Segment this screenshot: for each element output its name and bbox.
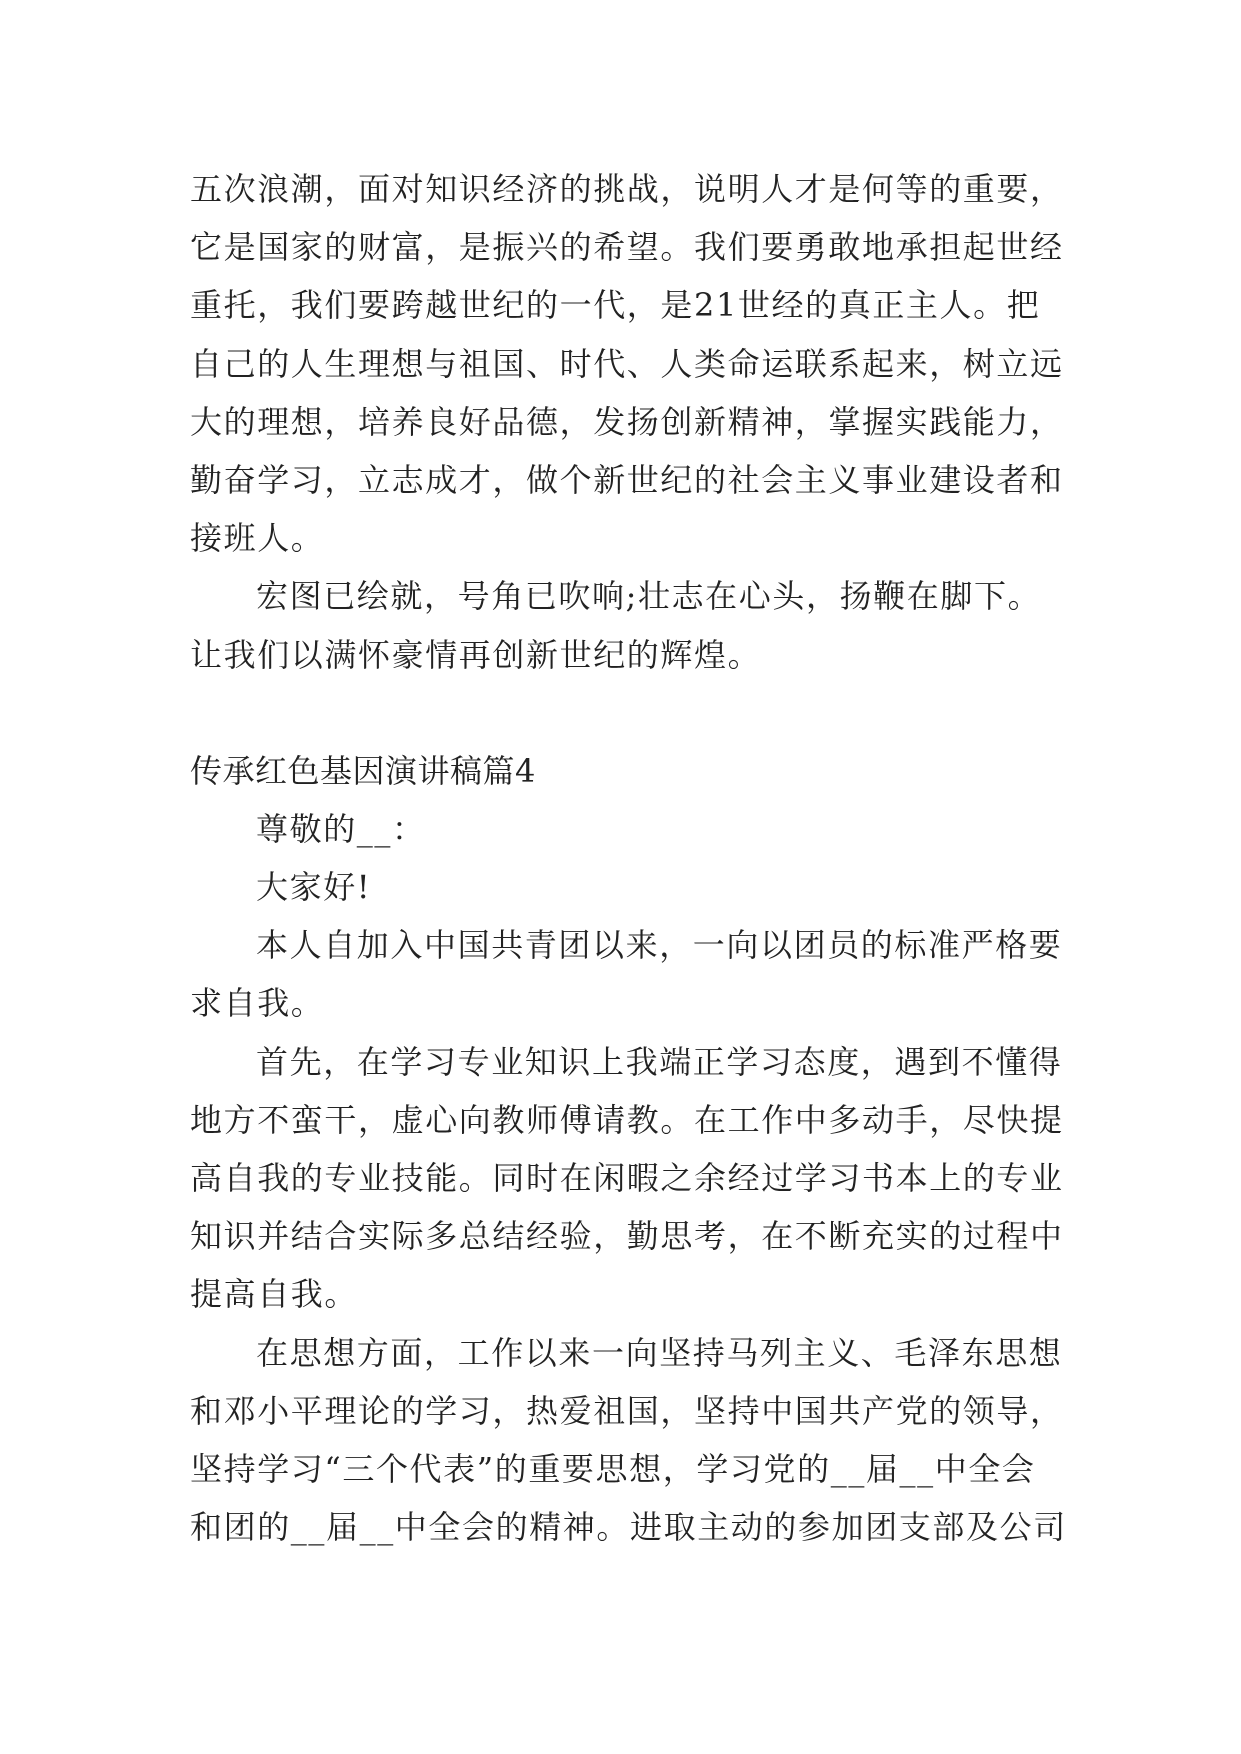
text-line: 接班人。 bbox=[190, 519, 325, 558]
salutation: 尊敬的__： bbox=[256, 809, 426, 848]
paragraph-intro bbox=[190, 916, 1070, 1032]
text-line: 求自我。 bbox=[190, 984, 325, 1023]
text-line: 五次浪潮，面对知识经济的挑战，说明人才是何等的重要， bbox=[190, 170, 1064, 208]
text-line: 重托，我们要跨越世纪的一代，是21世经的真正主人。把 bbox=[190, 286, 1041, 325]
text-line: 地方不蛮干，虚心向教师傅请教。在工作中多动手，尽快提 bbox=[190, 1100, 1064, 1139]
section-heading: 传承红色基因演讲稿篇4 bbox=[190, 751, 536, 790]
paragraph-talent bbox=[190, 160, 1070, 567]
section-gap bbox=[190, 684, 1070, 742]
text-line: 在思想方面，工作以来一向坚持马列主义、毛泽东思想 bbox=[256, 1333, 1063, 1372]
text-line: 高自我的专业技能。同时在闲暇之余经过学习书本上的专业 bbox=[190, 1159, 1064, 1197]
paragraph-study bbox=[190, 1033, 1070, 1324]
paragraph-thought bbox=[190, 1324, 1070, 1557]
text-line: 坚持学习“三个代表”的重要思想，学习党的__届__中全会 bbox=[190, 1449, 1036, 1488]
text-line: 让我们以满怀豪情再创新世纪的辉煌。 bbox=[190, 635, 762, 674]
text-line: 首先，在学习专业知识上我端正学习态度，遇到不懂得 bbox=[256, 1042, 1063, 1081]
paragraph-conclusion bbox=[190, 567, 1070, 683]
text-line: 本人自加入中国共青团以来，一向以团员的标准严格要 bbox=[256, 926, 1063, 965]
text-line: 勤奋学习，立志成才，做个新世纪的社会主义事业建设者和 bbox=[190, 460, 1064, 499]
text-line: 自己的人生理想与祖国、时代、人类命运联系起来，树立远 bbox=[190, 344, 1064, 383]
text-line: 知识并结合实际多总结经验，勤思考，在不断充实的过程中 bbox=[190, 1217, 1064, 1256]
text-line: 它是国家的财富，是振兴的希望。我们要勇敢地承担起世经 bbox=[190, 228, 1064, 267]
document-text bbox=[190, 160, 1070, 1556]
text-line: 大的理想，培养良好品德，发扬创新精神，掌握实践能力， bbox=[190, 402, 1064, 441]
text-line: 宏图已绘就，号角已吹响;壮志在心头，扬鞭在脚下。 bbox=[256, 577, 1042, 616]
text-line: 提高自我。 bbox=[190, 1275, 359, 1314]
greeting: 大家好! bbox=[256, 868, 372, 907]
text-line: 和邓小平理论的学习，热爱祖国，坚持中国共产党的领导， bbox=[190, 1391, 1064, 1430]
text-line: 和团的__届__中全会的精神。进取主动的参加团支部及公司 bbox=[190, 1508, 1067, 1547]
